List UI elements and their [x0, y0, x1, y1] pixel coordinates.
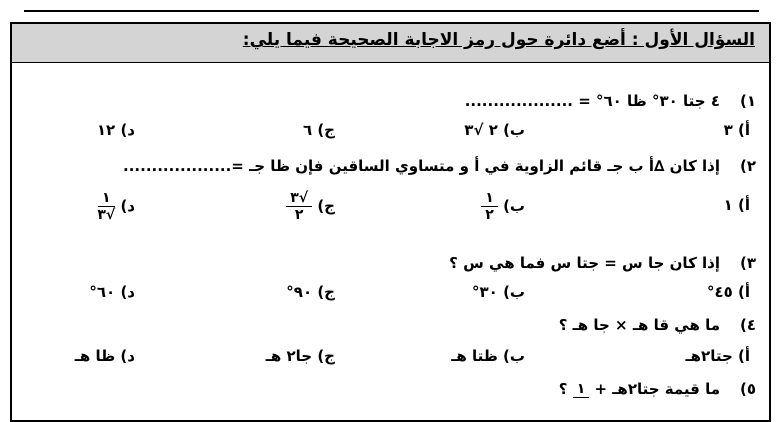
option-d[interactable]: د) ٦٠°: [89, 283, 135, 301]
question-5: [0, 380, 780, 410]
fraction: [286, 190, 312, 223]
fraction-numerator: ١: [98, 190, 115, 207]
option-b[interactable]: ب) ٣٠°: [472, 283, 525, 301]
option-b[interactable]: ب) ظتا هـ: [451, 347, 525, 365]
question-number: ١): [739, 92, 756, 110]
option-a[interactable]: أ) ٣: [723, 121, 750, 139]
question-2: [0, 157, 780, 183]
fraction-numerator: √٣: [286, 190, 312, 207]
question-number: ٤): [739, 316, 756, 334]
option-d[interactable]: د) ١٢: [96, 121, 135, 139]
top-border-line: [24, 10, 759, 12]
question-number: ٥): [739, 380, 756, 398]
fraction-denominator: ٢: [485, 207, 494, 223]
question-number: ٣): [739, 254, 756, 272]
question-2-options: [0, 190, 780, 234]
option-label: ب): [503, 197, 525, 215]
fraction-numerator: ١: [481, 190, 498, 207]
option-a[interactable]: أ) ٤٥°: [706, 283, 750, 301]
fraction: [573, 381, 590, 398]
question-text: ٤ جتا ٣٠° ظا ٦٠° = ...................: [464, 92, 720, 110]
fraction-numerator: ١: [573, 381, 590, 398]
option-c[interactable]: ج) ٩٠°: [286, 283, 335, 301]
fraction-denominator: √٣: [97, 207, 116, 223]
question-3: [0, 254, 780, 280]
option-a[interactable]: أ) جتا٢هـ: [685, 347, 750, 365]
fraction-denominator: ٢: [294, 207, 304, 223]
option-d[interactable]: [97, 190, 135, 223]
option-label: د): [120, 197, 135, 215]
option-a[interactable]: أ) ١: [723, 196, 750, 214]
question-title: السؤال الأول : أضع دائرة حول رمز الاجابة الصحيحة فيما يلي:: [242, 30, 755, 50]
option-label: ج): [317, 197, 335, 215]
question-1: [0, 92, 780, 118]
fraction: [481, 190, 498, 223]
question-header: [10, 22, 771, 62]
option-c[interactable]: [286, 190, 335, 223]
option-b[interactable]: [481, 190, 525, 223]
question-text: إذا كان ∆أ ب جـ قائم الزاوية في أ و متساوي الساقين فإن ظا جـ =...................: [123, 157, 720, 175]
fraction: [97, 190, 115, 223]
question-4: [0, 316, 780, 342]
option-b[interactable]: ب) ٢ √٣: [464, 121, 525, 139]
question-text: إذا كان جا س = جتا س فما هي س ؟: [449, 254, 720, 272]
question-text: ما هي قا هـ × جا هـ ؟: [558, 316, 720, 334]
option-d[interactable]: د) ظا هـ: [74, 347, 135, 365]
question-1-options: [0, 121, 780, 147]
question-3-options: [0, 283, 780, 309]
question-number: ٢): [739, 157, 756, 175]
question-text-main: ما قيمة جتا٢هـ +: [594, 380, 720, 398]
question-text: [559, 380, 720, 398]
question-tail: ؟: [558, 380, 568, 398]
question-4-options: [0, 347, 780, 373]
option-c[interactable]: ج) ٦: [302, 121, 335, 139]
option-c[interactable]: ج) جا٢ هـ: [265, 347, 335, 365]
